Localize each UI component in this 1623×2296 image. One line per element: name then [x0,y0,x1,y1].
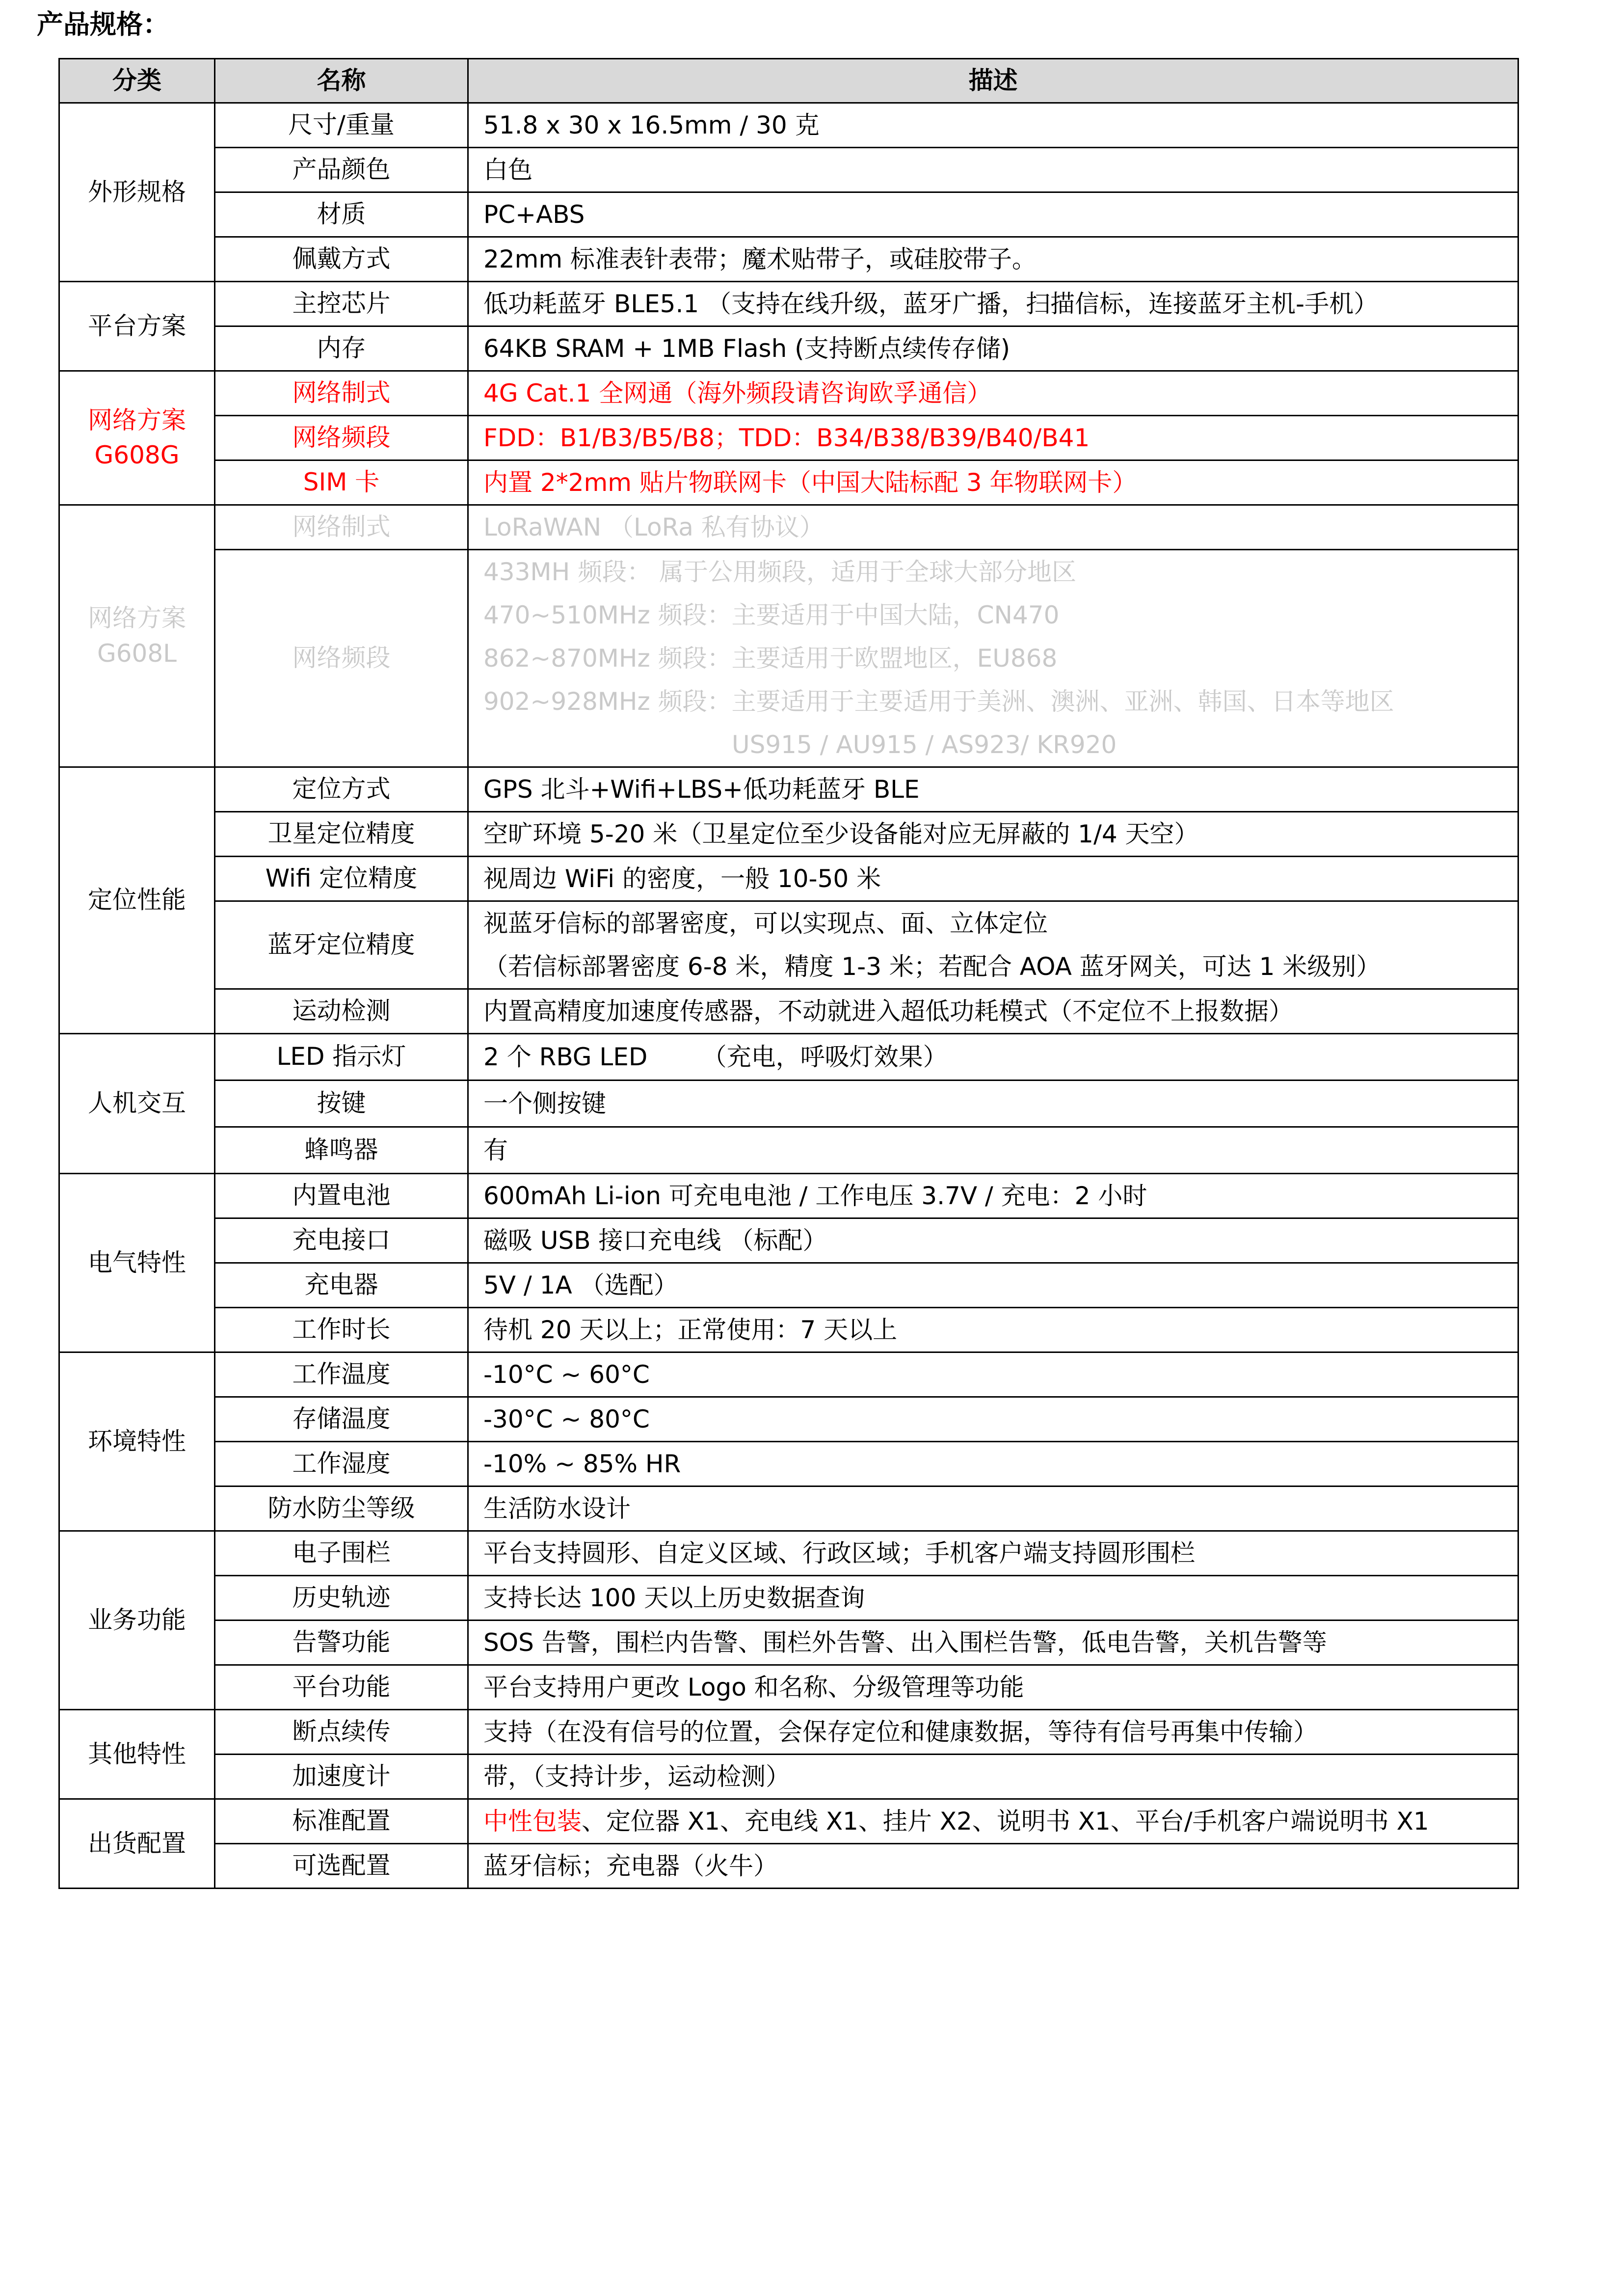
table-row [59,1844,1518,1889]
standard-config-rest: 、定位器 X1、充电线 X1、挂片 X2、说明书 X1、平台/手机客户端说明书 X1 [582,1807,1429,1836]
name-cell: 可选配置 [215,1844,468,1889]
table-row [59,326,1518,371]
desc-cell: 磁吸 USB 接口充电线 （标配） [468,1218,1518,1263]
desc-cell: 低功耗蓝牙 BLE5.1 （支持在线升级，蓝牙广播，扫描信标，连接蓝牙主机-手机） [468,282,1518,326]
category-cell: 人机交互 [59,1034,215,1174]
table-row [59,1218,1518,1263]
table-row [59,857,1518,901]
table-row [59,1665,1518,1710]
desc-cell: 4G Cat.1 全网通（海外频段请咨询欧孚通信） [468,371,1518,416]
desc-cell: 内置 2*2mm 贴片物联网卡（中国大陆标配 3 年物联网卡） [468,460,1518,505]
category-cell: 业务功能 [59,1531,215,1710]
name-cell: 告警功能 [215,1621,468,1665]
name-cell: SIM 卡 [215,460,468,505]
name-cell: 主控芯片 [215,282,468,326]
table-header-row [59,59,1518,103]
name-cell: 内存 [215,326,468,371]
name-cell: 网络频段 [215,550,468,767]
name-cell: 工作湿度 [215,1442,468,1486]
desc-cell: PC+ABS [468,192,1518,237]
category-cell: 其他特性 [59,1710,215,1799]
desc-cell: 平台支持圆形、自定义区域、行政区域；手机客户端支持圆形围栏 [468,1531,1518,1576]
category-cell: 外形规格 [59,103,215,282]
desc-cell: 2 个 RBG LED （充电，呼吸灯效果） [468,1034,1518,1080]
table-row [59,371,1518,416]
table-row [59,1799,1518,1844]
table-row [59,1034,1518,1080]
desc-cell: -10°C ~ 60°C [468,1352,1518,1397]
header-description: 描述 [468,59,1518,103]
desc-cell: 64KB SRAM + 1MB Flash (支持断点续传存储) [468,326,1518,371]
table-row [59,1352,1518,1397]
name-cell: 防水防尘等级 [215,1486,468,1531]
desc-cell: 白色 [468,148,1518,192]
desc-cell: 一个侧按键 [468,1080,1518,1127]
table-row [59,282,1518,326]
table-row [59,901,1518,989]
name-cell: 加速度计 [215,1755,468,1799]
table-row [59,416,1518,460]
name-cell: 平台功能 [215,1665,468,1710]
name-cell: 卫星定位精度 [215,812,468,857]
name-cell: 尺寸/重量 [215,103,468,148]
name-cell: 内置电池 [215,1174,468,1218]
desc-cell [468,1799,1518,1844]
table-row [59,1576,1518,1621]
desc-cell: SOS 告警，围栏内告警、围栏外告警、出入围栏告警，低电告警，关机告警等 [468,1621,1518,1665]
category-cell: 环境特性 [59,1352,215,1531]
desc-cell: 视周边 WiFi 的密度，一般 10-50 米 [468,857,1518,901]
name-cell: 蜂鸣器 [215,1127,468,1174]
category-cell: 出货配置 [59,1799,215,1889]
desc-cell: 空旷环境 5-20 米（卫星定位至少设备能对应无屏蔽的 1/4 天空） [468,812,1518,857]
table-row [59,1263,1518,1308]
table-row [59,989,1518,1034]
neutral-packaging-highlight: 中性包装 [483,1807,582,1836]
table-row [59,812,1518,857]
desc-cell: 51.8 x 30 x 16.5mm / 30 克 [468,103,1518,148]
table-row [59,1531,1518,1576]
name-cell: 电子围栏 [215,1531,468,1576]
category-cell: 网络方案 G608L [59,505,215,767]
table-row [59,1127,1518,1174]
table-row [59,103,1518,148]
desc-cell: 平台支持用户更改 Logo 和名称、分级管理等功能 [468,1665,1518,1710]
table-row [59,148,1518,192]
table-row [59,505,1518,550]
table-row [59,1442,1518,1486]
desc-cell: 生活防水设计 [468,1486,1518,1531]
name-cell: 蓝牙定位精度 [215,901,468,989]
header-name: 名称 [215,59,468,103]
table-row [59,1486,1518,1531]
desc-cell: 支持长达 100 天以上历史数据查询 [468,1576,1518,1621]
name-cell: 按键 [215,1080,468,1127]
name-cell: 佩戴方式 [215,237,468,282]
name-cell: 运动检测 [215,989,468,1034]
desc-cell: GPS 北斗+Wifi+LBS+低功耗蓝牙 BLE [468,767,1518,812]
table-row [59,237,1518,282]
name-cell: 充电器 [215,1263,468,1308]
category-cell: 定位性能 [59,767,215,1034]
name-cell: 工作温度 [215,1352,468,1397]
category-cell: 电气特性 [59,1174,215,1352]
desc-cell: 内置高精度加速度传感器，不动就进入超低功耗模式（不定位不上报数据） [468,989,1518,1034]
category-cell: 平台方案 [59,282,215,371]
table-row [59,1174,1518,1218]
name-cell: LED 指示灯 [215,1034,468,1080]
name-cell: 定位方式 [215,767,468,812]
table-row [59,1621,1518,1665]
name-cell: 存储温度 [215,1397,468,1442]
name-cell: 网络频段 [215,416,468,460]
category-cell: 网络方案 G608G [59,371,215,505]
desc-cell: 5V / 1A （选配） [468,1263,1518,1308]
table-row [59,460,1518,505]
desc-cell: LoRaWAN （LoRa 私有协议） [468,505,1518,550]
table-row [59,1710,1518,1755]
page-title: 产品规格： [37,9,169,40]
spec-table [58,58,1519,1889]
desc-cell: 有 [468,1127,1518,1174]
desc-cell: -10% ~ 85% HR [468,1442,1518,1486]
desc-cell: 600mAh Li-ion 可充电电池 / 工作电压 3.7V / 充电：2 小时 [468,1174,1518,1218]
table-row [59,1308,1518,1352]
header-category: 分类 [59,59,215,103]
table-row [59,550,1518,767]
desc-cell: -30°C ~ 80°C [468,1397,1518,1442]
desc-cell: 带，（支持计步，运动检测） [468,1755,1518,1799]
name-cell: 断点续传 [215,1710,468,1755]
name-cell: 充电接口 [215,1218,468,1263]
table-row [59,1755,1518,1799]
name-cell: 历史轨迹 [215,1576,468,1621]
desc-cell: 待机 20 天以上；正常使用：7 天以上 [468,1308,1518,1352]
desc-cell: 视蓝牙信标的部署密度，可以实现点、面、立体定位 （若信标部署密度 6-8 米，精度 1-3 米；若配合 AOA 蓝牙网关，可达 1 米级别） [468,901,1518,989]
name-cell: 产品颜色 [215,148,468,192]
name-cell: Wifi 定位精度 [215,857,468,901]
desc-cell: 蓝牙信标；充电器（火牛） [468,1844,1518,1889]
name-cell: 标准配置 [215,1799,468,1844]
name-cell: 网络制式 [215,371,468,416]
name-cell: 网络制式 [215,505,468,550]
desc-cell: 433MH 频段： 属于公用频段，适用于全球大部分地区 470~510MHz 频段：主要适用于中国大陆，CN470 862~870MHz 频段：主要适用于欧盟地区，EU868 902~928MHz 频段：主要适用于主要适用于美洲、澳洲、亚洲、韩国、日本等地区 US915 / AU915 / AS923/ KR920 [468,550,1518,767]
table-row [59,1080,1518,1127]
desc-cell: 支持（在没有信号的位置，会保存定位和健康数据，等待有信号再集中传输） [468,1710,1518,1755]
name-cell: 工作时长 [215,1308,468,1352]
desc-cell: 22mm 标准表针表带；魔术贴带子，或硅胶带子。 [468,237,1518,282]
table-row [59,767,1518,812]
table-row [59,1397,1518,1442]
name-cell: 材质 [215,192,468,237]
table-row [59,192,1518,237]
desc-cell: FDD：B1/B3/B5/B8；TDD：B34/B38/B39/B40/B41 [468,416,1518,460]
